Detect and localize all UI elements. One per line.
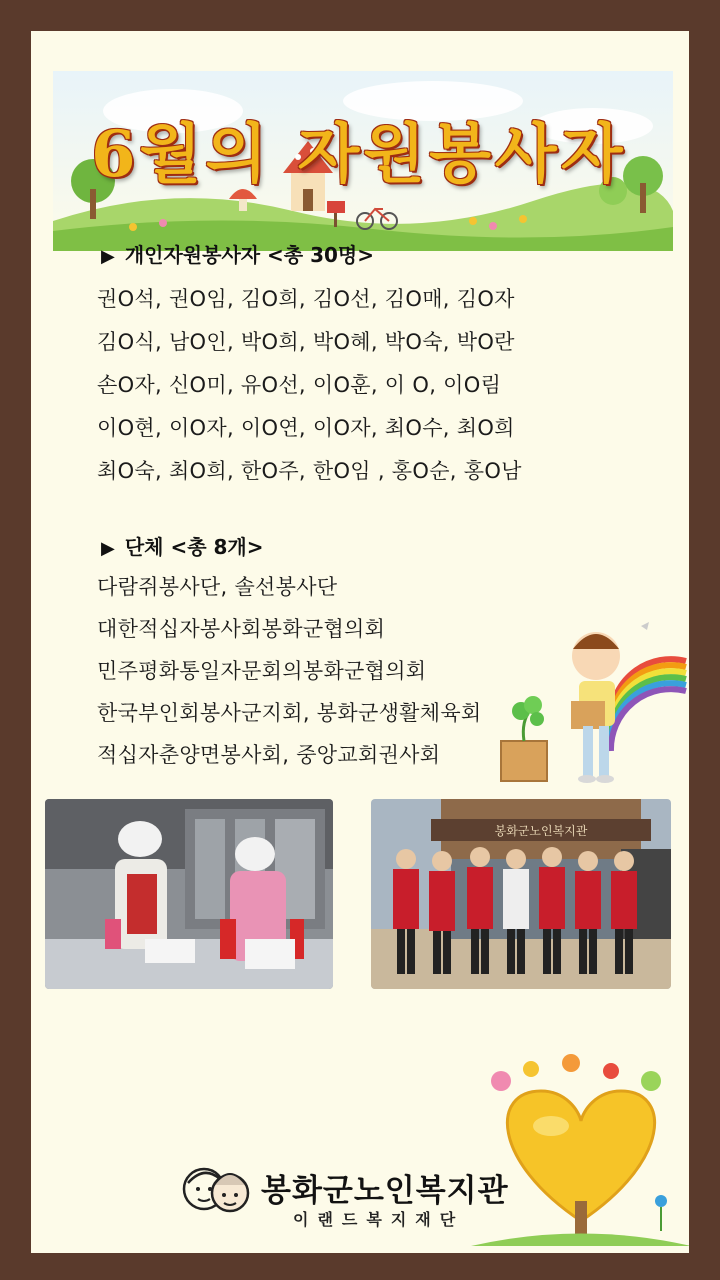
group-names-line: 적십자춘양면봉사회, 중앙교회권사회 bbox=[97, 743, 441, 767]
individual-names-line: 권O석, 권O임, 김O희, 김O선, 김O매, 김O자 bbox=[97, 287, 515, 311]
group-names-line: 민주평화통일자문회의봉화군협의회 bbox=[97, 659, 427, 683]
building-sign: 봉화군노인복지관 bbox=[494, 824, 588, 838]
elderly-couple-logo-icon bbox=[176, 1157, 256, 1225]
individual-heading-text: 개인자원봉사자 <총 30명> bbox=[124, 243, 374, 267]
triangle-bullet-icon: ▶ bbox=[101, 538, 115, 559]
kitchen-volunteers-photo bbox=[45, 799, 333, 989]
group-names-line: 대한적십자봉사회봉화군협의회 bbox=[97, 617, 386, 641]
child-rainbow-illustration bbox=[491, 601, 689, 791]
group-heading-text: 단체 <총 8개> bbox=[124, 535, 264, 559]
banner-title: 6월의 자원봉사자 bbox=[91, 117, 627, 192]
group-names-line: 한국부인회봉사군지회, 봉화군생활체육회 bbox=[97, 701, 482, 725]
org-name: 봉화군노인복지관 bbox=[261, 1173, 509, 1209]
triangle-bullet-icon: ▶ bbox=[101, 246, 115, 267]
poster-paper bbox=[31, 31, 689, 1253]
heart-tree-illustration bbox=[471, 1051, 689, 1251]
group-section-heading bbox=[101, 531, 263, 560]
individual-names-line: 최O숙, 최O희, 한O주, 한O임 , 홍O순, 홍O남 bbox=[97, 459, 522, 483]
individual-names-line: 이O현, 이O자, 이O연, 이O자, 최O수, 최O희 bbox=[97, 416, 515, 440]
individual-names-line: 손O자, 신O미, 유O선, 이O훈, 이 O, 이O림 bbox=[97, 373, 502, 397]
individual-section-heading bbox=[101, 239, 374, 268]
individual-names-line: 김O식, 남O인, 박O희, 박O혜, 박O숙, 박O란 bbox=[97, 330, 515, 354]
group-volunteers-photo bbox=[371, 799, 671, 989]
group-names-line: 다람쥐봉사단, 솔선봉사단 bbox=[97, 575, 338, 599]
foundation-name: 이랜드복지재단 bbox=[293, 1210, 465, 1229]
